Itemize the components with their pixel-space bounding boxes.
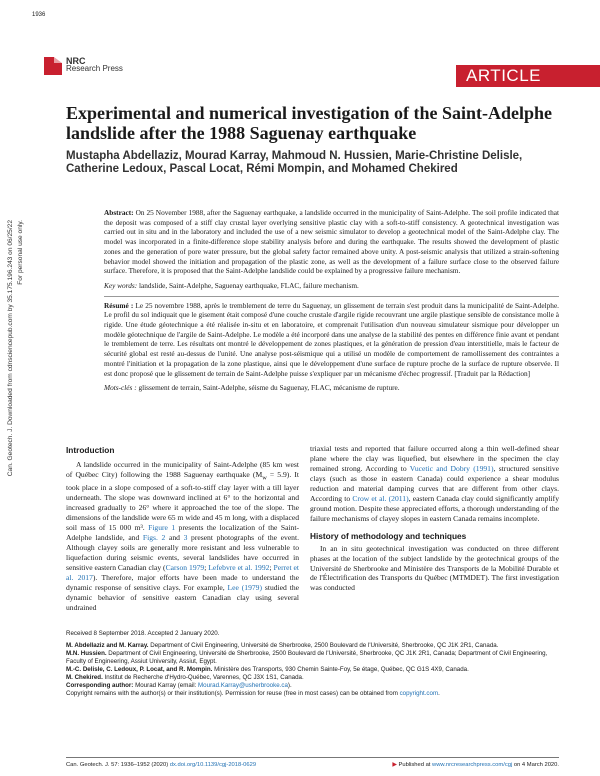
figure-2-link[interactable]: Figs. 2 xyxy=(142,533,166,543)
aff-text: Institut de Recherche d'Hydro-Québec, Varennes, QC J3X 1S1, Canada. xyxy=(102,674,304,681)
download-watermark xyxy=(3,220,37,580)
keywords-paragraph xyxy=(104,281,559,291)
received-dates: Received 8 September 2018. Accepted 2 January 2020. xyxy=(66,630,220,637)
citation xyxy=(66,762,256,768)
watermark-line-2: For personal use only. xyxy=(17,220,24,285)
abstract-section xyxy=(104,208,559,393)
keywords-text: landslide, Saint-Adelphe, Saguenay earthquake, FLAC, failure mechanism. xyxy=(139,280,359,290)
ref-lee-link[interactable]: Lee (1979) xyxy=(227,582,263,592)
subscript: w xyxy=(262,474,267,482)
corresponding-email-link[interactable]: Mourad.Karray@usherbrooke.ca xyxy=(198,682,288,689)
abstract-paragraph xyxy=(104,208,559,276)
aff-text: Department of Civil Engineering, Université de Sherbrooke, 2500 Boulevard de l'Université, Sherbrooke, QC J1K 2R1, Canada. xyxy=(148,642,499,649)
logo-brand: NRC xyxy=(66,56,86,66)
keywords-label: Key words: xyxy=(104,280,138,290)
corresponding-author xyxy=(66,682,559,690)
figure-3-link[interactable]: 3 xyxy=(183,533,188,543)
intro-paragraph xyxy=(66,460,299,613)
text-run: and xyxy=(165,533,184,543)
right-column xyxy=(310,444,559,593)
publisher-logo[interactable] xyxy=(42,55,162,85)
journal-site-link[interactable]: www.nrcresearchpress.com/cgj xyxy=(432,762,513,768)
copyright-link[interactable]: copyright.com xyxy=(399,690,439,697)
affiliation-1 xyxy=(66,642,559,650)
aff-text: Ministère des Transports, 930 Chemin Sainte-Foy, 5e étage, Québec, QC G1S 4X9, Canada. xyxy=(212,666,469,673)
ref-vucetic-link[interactable]: Vucetic and Dobry (1991) xyxy=(409,463,494,473)
aff-names: M. Chekired. xyxy=(66,674,103,681)
ref-perret-link[interactable]: Perret et al. 2017 xyxy=(66,563,299,582)
aff-text: Department of Civil Engineering, Université de Sherbrooke, 2500 Boulevard de l'Université, Sherbrooke, QC J1K 2R1, Canada; Department of Civil Engineering, Faculty of Engineering, Assiut University, Assiut, Egypt. xyxy=(66,650,548,665)
resume-paragraph xyxy=(104,301,559,379)
nrc-logo-icon xyxy=(42,55,64,77)
figure-1-link[interactable]: Figure 1 xyxy=(148,523,176,533)
logo-subtitle: Research Press xyxy=(66,64,123,73)
arrow-right-icon: ▶ xyxy=(392,762,397,768)
doi-link[interactable]: dx.doi.org/10.1139/cgj-2018-0629 xyxy=(169,762,257,768)
ref-carson-link[interactable]: Carson 1979 xyxy=(165,563,205,573)
text-run: , structured sensitive clays (such as those in eastern Canada) could experience a shear modulus reduction and material damping curves that are different from other clays. According to xyxy=(310,463,559,503)
article-type-banner: ARTICLE xyxy=(456,65,600,87)
col2-paragraph-1 xyxy=(310,444,559,524)
motscles-paragraph xyxy=(104,383,559,393)
text-run: . xyxy=(438,690,440,697)
affiliation-2 xyxy=(66,650,559,666)
footnotes xyxy=(66,630,559,698)
section-heading-history: History of methodology and techniques xyxy=(310,530,467,541)
text-run: ; xyxy=(269,563,274,573)
copyright-note xyxy=(66,690,559,698)
text-run: ; xyxy=(204,563,209,573)
section-heading-introduction: Introduction xyxy=(66,445,115,455)
affiliation-3 xyxy=(66,666,559,674)
text-run: Copyright remains with the author(s) or their institution(s). Permission for reuse (free in most cases) can be obtained from xyxy=(66,690,400,697)
resume-text: Le 25 novembre 1988, après le tremblement de terre du Saguenay, un glissement de terrain s'est produit dans la municipalité de Saint-Adelphe. Le profil du sol indiquait que le gisement était composé d'une couche crustale d'argile rigide recouvrant une argile plastique sensible de consistance molle à rigide. Une étude géotechnique a été réalisée in-situ et en laboratoire, et comprenait l'utilisation d'un nouveau simulateur sismique pour développer un modèle géotechnique de l'argile de Saint-Adelphe. Le modèle a été incorporé dans une analyse de la stabilité des pentes en différence finie avant et pendant le tremblement de terre. Les résultats ont montré le développement de zones plastiques, et la génération de pression d'eau interstitielle, mais le facteur de sécurité global est resté au-dessus de l'unité. Une analyse post-séismique qui a utilisé un modèle de comportement de ramollissement des contraintes a montré l'initiation et la propagation de la zone plastique, ainsi que le développement d'une surface de rupture proche de la surface de rupture observée. Il est donc proposé que le glissement de terrain de Saint-Adelphe puisse s'expliquer par un mécanisme d'échec progressif. [Traduit par la Rédaction] xyxy=(104,300,560,378)
text-run: present photographs of the event. Although clayey soils are generally more resistant and less vulnerable to liquefaction during seismic events, several landslides have occurred in sensitive eastern Canadian clay ( xyxy=(66,533,299,573)
footer-divider xyxy=(66,757,559,758)
corr-label: Corresponding author: xyxy=(66,682,134,689)
motscles-text: glissement de terrain, Saint-Adelphe, séisme du Saguenay, FLAC, mécanisme de rupture. xyxy=(138,383,400,393)
aff-names: M.N. Hussien. xyxy=(66,650,107,657)
text-run: , eastern Canada clay could significantly amplify ground motion. Despite these appreciated efforts, a thorough understanding of the failure mechanisms of clayey slopes in eastern Canada remains incomplete. xyxy=(310,493,559,523)
abstract-label: Abstract: xyxy=(104,208,134,217)
ref-lefebvre-link[interactable]: Lefebvre et al. 1992 xyxy=(208,563,270,573)
resume-label: Résumé : xyxy=(104,300,134,310)
text-run: on 4 March 2020. xyxy=(512,762,559,768)
text-run: studied the dynamic behavior of sensitive eastern Canadian clay using several undrained xyxy=(66,582,300,612)
article-title: Experimental and numerical investigation of the Saint-Adelphe landslide after the 1988 Saguenay earthquake xyxy=(66,103,553,143)
ref-crow-link[interactable]: Crow et al. (2011) xyxy=(352,493,409,503)
corr-text: Mourad Karray (email: xyxy=(133,682,199,689)
text-run: ). xyxy=(287,682,292,689)
text-run: presents the localization of the Saint-Adelphe landslide, and xyxy=(66,523,299,543)
motscles-label: Mots-clés : xyxy=(104,383,137,393)
text-run: A landslide occurred in the municipality of Saint-Adelphe (85 km west of Québec City) following the 1988 Saguenay earthquake (M xyxy=(66,460,299,479)
page-number: 1936 xyxy=(32,12,46,18)
author-list: Mustapha Abdellaziz, Mourad Karray, Mahmoud N. Hussien, Marie-Christine Delisle, Catherine Ledoux, Pascal Locat, Rémi Mompin, and Mohamed Chekired xyxy=(66,150,523,175)
left-column xyxy=(66,445,299,613)
citation-text: Can. Geotech. J. 57: 1936–1952 (2020) xyxy=(66,762,170,768)
aff-names: M.-C. Delisle, C. Ledoux, P. Locat, and R. Mompin. xyxy=(66,666,213,673)
published-note xyxy=(392,762,559,768)
abstract-divider xyxy=(104,296,559,297)
watermark-line-1: Can. Geotech. J. Downloaded from cdnsciencepub.com by 35.175.196.243 on 06/25/22 xyxy=(7,220,14,477)
col2-paragraph-2: In an in situ geotechnical investigation was conducted on three different phases at the location of the subject landslide by the geotechnical groups of the Université de Sherbrooke and Ministère des Transports de la Mobilité Durable et de l'Électrification des Transports du Québec (MTMDET). The first investigation was conducted xyxy=(310,543,559,593)
text-run: Published at xyxy=(398,762,433,768)
text-run: ). Therefore, major efforts have been made to understand the dynamic response of sensitive clays. For example, xyxy=(66,573,300,592)
text-run: triaxial tests and reported that failure occurred along a thin well-defined shear plane where the clay was liquefied, but elsewhere in the specimen the clay remained strong. According to xyxy=(310,444,559,473)
aff-names: M. Abdellaziz and M. Karray. xyxy=(66,642,149,649)
affiliation-4 xyxy=(66,674,559,682)
abstract-text: On 25 November 1988, after the Saguenay earthquake, a landslide occurred in the municipality of Saint-Adelphe. The soil profile indicated that the deposit was composed of a stiff clay crustal layer overlying sensitive plastic clay with a soft-to-stiff consistency. A geotechnical investigation was carried out in situ and in the laboratory and included the use of a new seismic simulator to develop a geotechnical model of the Saint-Adelphe clay. The model was incorporated in a finite-difference slope stability analysis before and during the earthquake. The results showed the development of plastic zones and the generation of pore water pressure, but the global safety factor remained above unity. A post-seismic analysis that utilized a strain-softening behavior model showed the initiation and propagation of the plastic zone, as well as the development of a failure surface close to the observed failure surface. Therefore, it is proposed that the Saint-Adelphe landslide could be explained by a progressive failure mechanism. xyxy=(104,208,559,276)
text-run: = 5.9). It took place in a slope composed of a soft-to-stiff clay layer with a till layer underneath. The slope was downward inclined at 6° to the horizontal and increased gradually to 26° where it approached the toe of the slope. The dimensions of the landslide were 65 m wide and 45 m long, with a displaced soil mass of 15 000 m³. xyxy=(66,469,299,533)
